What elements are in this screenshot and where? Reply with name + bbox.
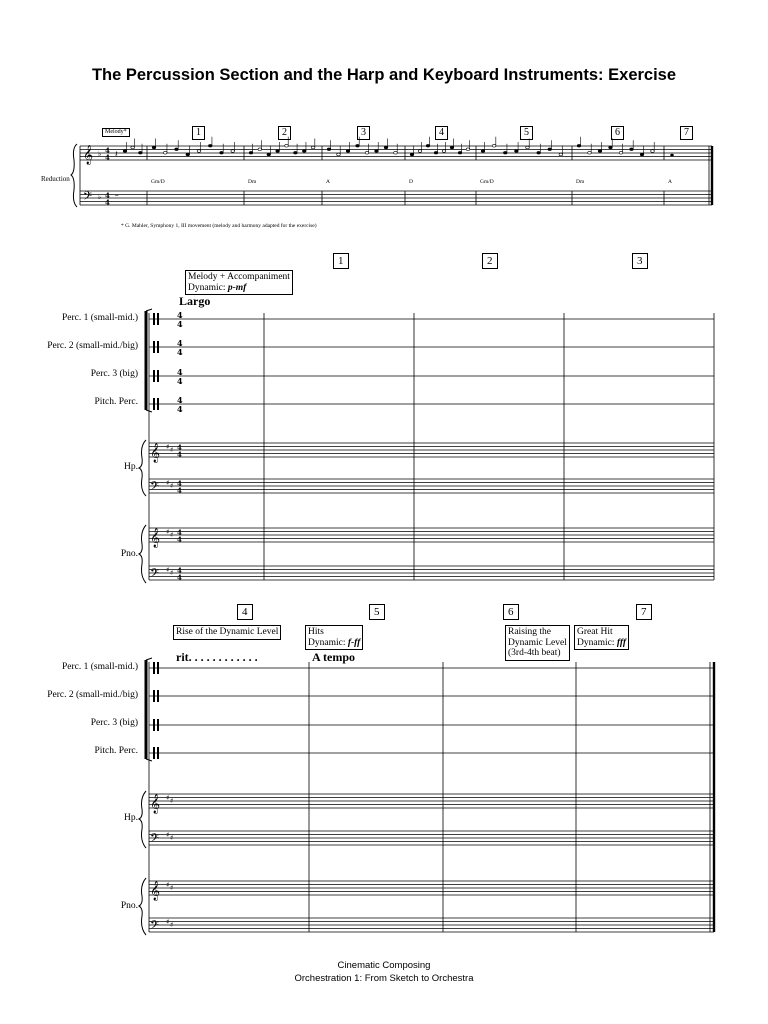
annotation-great-hit: [574, 625, 629, 650]
svg-text:4: 4: [177, 376, 183, 386]
melody-note: [450, 146, 454, 149]
svg-text:♯: ♯: [166, 528, 170, 536]
melody-note: [515, 150, 519, 153]
svg-text:4: 4: [177, 319, 183, 329]
instrument-label-perc3: Perc. 3 (big): [90, 369, 138, 379]
melody-tag: Melody*: [102, 128, 130, 137]
svg-text:♯: ♯: [166, 831, 170, 839]
annotation-line: [577, 638, 626, 649]
svg-text:♭: ♭: [98, 193, 102, 201]
melody-note: [466, 148, 470, 151]
melody-note: [651, 150, 655, 153]
melody-note: [220, 151, 224, 154]
svg-text:4: 4: [177, 395, 183, 405]
melody-note: [481, 150, 485, 153]
annotation-raising-dynamic: [505, 625, 570, 661]
melody-note: [327, 148, 331, 151]
system2-piano-staves: [149, 881, 714, 932]
svg-text:♯: ♯: [166, 918, 170, 926]
instrument-label-perc1: Perc. 1 (small-mid.): [62, 313, 138, 323]
footer-line-1: Cinematic Composing: [337, 960, 431, 971]
reduction-measure-5: 5: [520, 126, 533, 140]
dynamic-marking: p-mf: [227, 282, 247, 293]
melody-note: [285, 144, 289, 147]
melody-note: [640, 153, 644, 156]
footnote: * G. Mahler, Symphony 1, III movement (melody and harmony adapted for the exercise): [121, 223, 317, 229]
treble-clef-icon: 𝄞: [150, 443, 161, 463]
annotation-line: Melody + Accompaniment: [188, 272, 290, 282]
melody-note: [294, 151, 298, 154]
tempo-marking: Largo: [179, 294, 211, 308]
svg-text:4: 4: [177, 566, 182, 575]
melody-note: [598, 150, 602, 153]
chord-label: A: [326, 179, 330, 185]
melody-note: [559, 153, 563, 156]
system2-measure-5: 5: [369, 604, 385, 620]
instrument-label-piano: Pno.: [120, 549, 138, 559]
melody-note: [123, 150, 127, 153]
annotation-line: Hits: [308, 627, 324, 637]
reduction-label: Reduction: [41, 175, 70, 183]
chord-label: D: [409, 179, 413, 185]
instrument-label-piano: Pno.: [120, 901, 138, 911]
instrument-label-perc2: Perc. 2 (small-mid./big): [47, 341, 138, 351]
melody-note: [337, 153, 341, 156]
annotation-line: (3rd-4th beat): [508, 648, 561, 658]
melody-note: [418, 150, 422, 153]
reduction-measure-1: 1: [192, 126, 205, 140]
melody-note: [394, 151, 398, 154]
system2-measure-6: 6: [503, 604, 519, 620]
annotation-hits: [305, 625, 363, 650]
svg-text:♯: ♯: [170, 884, 174, 892]
system1-measure-1: 1: [333, 253, 349, 269]
melody-note: [458, 151, 462, 154]
annotation-melody-accompaniment: [185, 270, 293, 295]
bass-clef-icon: 𝄢: [83, 190, 93, 206]
svg-text:♯: ♯: [170, 797, 174, 805]
treble-clef-icon: 𝄞: [83, 145, 94, 165]
instrument-label-pitch-perc: Pitch. Perc.: [94, 746, 138, 756]
chord-label: Dm: [248, 179, 257, 185]
svg-text:♯: ♯: [170, 834, 174, 842]
chord-label: Gm/D: [151, 179, 165, 185]
chord-label: A: [668, 179, 672, 185]
melody-note: [139, 151, 143, 154]
bass-clef-icon: 𝄢: [150, 480, 160, 496]
melody-note: [619, 151, 623, 154]
svg-text:♯: ♯: [170, 531, 174, 539]
svg-text:4: 4: [177, 443, 182, 452]
instrument-label-perc1: Perc. 1 (small-mid.): [62, 662, 138, 672]
svg-text:4: 4: [105, 146, 110, 155]
melody-note: [365, 151, 369, 154]
melody-note: [346, 150, 350, 153]
system2-harp-staves: [149, 794, 714, 845]
svg-text:4: 4: [177, 310, 183, 320]
annotation-line: Dynamic Level: [508, 637, 567, 648]
melody-note: [426, 144, 430, 147]
svg-text:♯: ♯: [166, 443, 170, 451]
dynamic-label: Dynamic:: [308, 637, 346, 648]
system1-harp-staves: [149, 443, 714, 493]
dynamic-marking: fff: [616, 637, 626, 648]
system1-perc-lines: [149, 319, 714, 404]
svg-text:♭: ♭: [98, 150, 102, 158]
melody-note: [231, 150, 235, 153]
melody-note: [267, 153, 271, 156]
svg-text:4: 4: [177, 479, 182, 488]
melody-note: [186, 153, 190, 156]
melody-note: [276, 150, 280, 153]
melody-note: [670, 154, 674, 157]
melody-note: [492, 144, 496, 147]
system2-measure-4: 4: [237, 604, 253, 620]
melody-note: [503, 151, 507, 154]
instrument-label-pitch-perc: Pitch. Perc.: [94, 397, 138, 407]
melody-note: [208, 144, 212, 147]
melody-note: [384, 146, 388, 149]
annotation-line: Great Hit: [577, 627, 613, 637]
footer-line-2: Orchestration 1: From Sketch to Orchestra: [294, 973, 474, 984]
treble-clef-icon: 𝄞: [150, 794, 161, 814]
annotation-rise-dynamic: Rise of the Dynamic Level: [173, 625, 281, 640]
svg-text:♯: ♯: [166, 881, 170, 889]
reduction-measure-2: 2: [278, 126, 291, 140]
melody-note: [311, 146, 315, 149]
annotation-line: Raising the: [508, 627, 552, 637]
svg-text:4: 4: [177, 347, 183, 357]
melody-note: [197, 150, 201, 153]
svg-text:𝄼: 𝄼: [115, 192, 119, 202]
svg-text:♯: ♯: [170, 446, 174, 454]
reduction-measure-7: 7: [680, 126, 693, 140]
treble-clef-icon: 𝄞: [150, 528, 161, 548]
melody-note: [609, 146, 613, 149]
instrument-label-harp: Hp.: [124, 813, 138, 823]
bass-clef-icon: 𝄢: [150, 567, 160, 583]
a-tempo-marking: A tempo: [312, 650, 355, 664]
system1-measure-2: 2: [482, 253, 498, 269]
melody-note: [175, 148, 179, 151]
instrument-label-perc2: Perc. 2 (small-mid./big): [47, 690, 138, 700]
melody-note: [410, 153, 414, 156]
chord-label: Dm: [576, 179, 585, 185]
chord-label: Gm/D: [480, 179, 494, 185]
svg-text:4: 4: [177, 367, 183, 377]
melody-note: [526, 146, 530, 149]
dynamic-label: Dynamic:: [577, 637, 615, 648]
melody-note: [548, 148, 552, 151]
svg-text:4: 4: [177, 486, 182, 495]
svg-text:♯: ♯: [170, 569, 174, 577]
annotation-line: [188, 283, 290, 294]
system2-measure-7: 7: [636, 604, 652, 620]
svg-text:4: 4: [105, 198, 110, 207]
svg-text:4: 4: [177, 338, 183, 348]
melody-note: [249, 151, 253, 154]
svg-text:♯: ♯: [170, 482, 174, 490]
melody-note: [356, 144, 360, 147]
melody-note: [258, 148, 262, 151]
melody-note: [375, 150, 379, 153]
svg-text:4: 4: [105, 191, 110, 200]
treble-clef-icon: 𝄞: [150, 881, 161, 901]
svg-text:4: 4: [177, 573, 182, 582]
system1-piano-staves: [149, 528, 714, 580]
annotation-line: [308, 638, 360, 649]
reduction-bass-staff: [80, 191, 712, 205]
svg-text:4: 4: [177, 535, 182, 544]
ritardando-marking: rit. . . . . . . . . . . .: [176, 650, 258, 664]
instrument-label-perc3: Perc. 3 (big): [90, 718, 138, 728]
svg-text:𝄽: 𝄽: [115, 150, 118, 160]
melody-note: [630, 148, 634, 151]
melody-note: [302, 150, 306, 153]
dynamic-label: Dynamic:: [188, 282, 226, 293]
svg-text:♯: ♯: [170, 921, 174, 929]
melody-note: [163, 151, 167, 154]
melody-note: [442, 150, 446, 153]
system1-measure-3: 3: [632, 253, 648, 269]
reduction-measure-3: 3: [357, 126, 370, 140]
svg-text:♯: ♯: [166, 479, 170, 487]
svg-text:♯: ♯: [166, 794, 170, 802]
instrument-label-harp: Hp.: [124, 462, 138, 472]
melody-note: [537, 151, 541, 154]
melody-note: [434, 151, 438, 154]
svg-text:♯: ♯: [166, 566, 170, 574]
dynamic-marking: f-ff: [347, 637, 361, 648]
reduction-measure-4: 4: [435, 126, 448, 140]
system2-perc-lines: [149, 668, 714, 753]
melody-note: [152, 146, 156, 149]
reduction-measure-6: 6: [611, 126, 624, 140]
melody-note: [131, 146, 135, 149]
melody-note: [577, 144, 581, 147]
bass-clef-icon: 𝄢: [150, 832, 160, 848]
svg-text:4: 4: [177, 528, 182, 537]
svg-text:4: 4: [177, 450, 182, 459]
svg-text:4: 4: [105, 153, 110, 162]
svg-text:4: 4: [177, 404, 183, 414]
bass-clef-icon: 𝄢: [150, 919, 160, 935]
page-title: The Percussion Section and the Harp and Keyboard Instruments: Exercise: [91, 66, 677, 84]
melody-note: [588, 151, 592, 154]
